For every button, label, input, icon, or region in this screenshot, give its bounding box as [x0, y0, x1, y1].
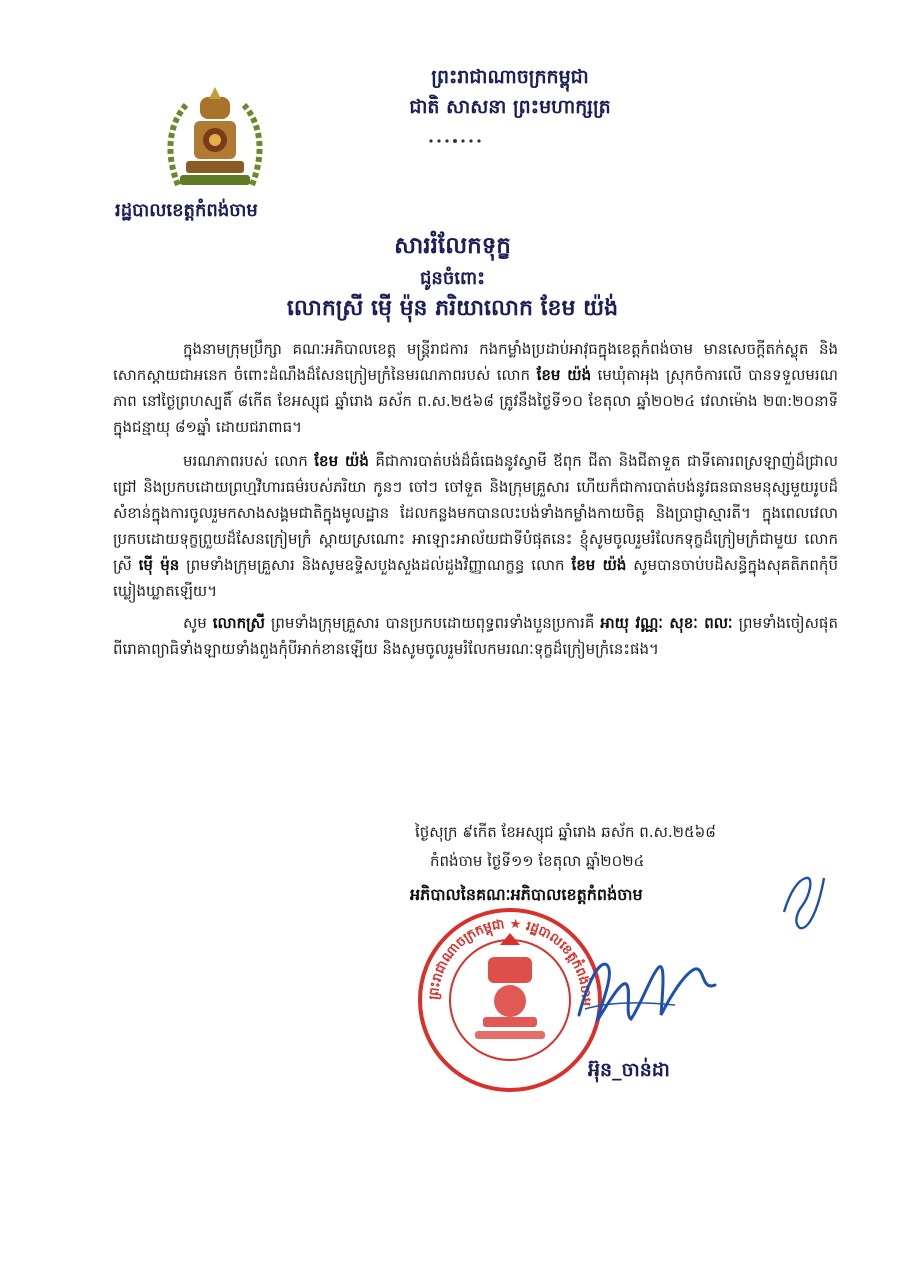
gregorian-date: កំពង់ចាម ថ្ងៃទី១១ ខែតុលា ឆ្នាំ២០២៤	[430, 852, 645, 870]
royal-emblem-icon	[160, 85, 270, 195]
deceased-name: ខែម យ៉ង់	[314, 452, 369, 470]
national-motto: ជាតិ សាសនា ព្រះមហាក្សត្រ	[409, 96, 611, 118]
recipient-name: លោកស្រី ម៉ើ ម៉ុន ភរិយាលោក ខែម យ៉ង់	[286, 296, 619, 321]
paragraph-1	[113, 336, 838, 440]
deceased-name: ខែម យ៉ង់	[536, 366, 592, 384]
handwritten-signature-icon	[565, 945, 725, 1035]
widow-name: ម៉ើ ម៉ុន	[138, 556, 180, 574]
addressed-to: ជូនចំពោះ	[419, 268, 486, 289]
letter-body	[113, 336, 838, 664]
signer-title: អភិបាលនៃគណៈអភិបាលខេត្តកំពង់ចាម	[410, 885, 643, 904]
blessings: អាយុ វណ្ណៈ សុខៈ ពលៈ	[600, 614, 733, 632]
signer-name: អ៊ុន_ចាន់ដា	[588, 1059, 670, 1081]
text: ព្រមទាំងចៀសផុតពីរោគាព្យាធិទាំងឡាយទាំងពួងកុំបីអាក់ខានឡើយ និងសូមចូលរួមរំលែកមរណៈទុក្ខដ៏ក្រៀមក្រំនេះផង។	[113, 614, 838, 658]
paragraph-3	[113, 610, 838, 662]
initial-mark-icon	[780, 872, 830, 932]
lunar-date: ថ្ងៃសុក្រ ៩កើត ខែអស្សុជ ឆ្នាំរោង ឆស័ក ព.ស.២៥៦៨	[415, 823, 716, 841]
honorific: លោកស្រី	[212, 614, 265, 632]
paragraph-2	[113, 448, 838, 604]
text: ព្រមទាំងក្រុមគ្រួសារ បានប្រកបដោយពុទ្ធពរទាំងបួនប្រការគឺ	[264, 614, 601, 632]
text: ព្រមទាំងក្រុមគ្រួសារ និងសូមឧទ្ទិសបួងសួងដល់ដួងវិញ្ញាណក្ខន្ធ លោក	[179, 556, 572, 574]
seal-text: ព្រះរាជាណាចក្រកម្ពុជា ★ រដ្ឋបាលខេត្តកំពង់ចាម	[426, 916, 594, 1007]
document-title: សាររំលែកទុក្ខ	[394, 233, 511, 259]
text: ក្នុងនាមក្រុមប្រឹក្សា គណៈអភិបាលខេត្ត មន្ត្រីរាជការ កងកម្លាំងប្រដាប់អាវុធក្នុងខេត្តកំពង់ចាម មានសេចក្តីតក់ស្លុត និងសោកស្តាយជាអនេក ចំពោះដំណឹងដ៏សែនក្រៀមក្រំនៃមរណភាពរបស់ លោក	[113, 340, 838, 384]
text: គឺជាការបាត់បង់ដ៏ធំធេងនូវស្វាមី ឪពុក ជីតា និងជីតាទួត ជាទីគោរពស្រឡាញ់ដ៏ជ្រាលជ្រៅ និងប្រកបដោយព្រហ្មវិហារធម៌របស់ភរិយា កូនៗ ចៅៗ ចៅទួត និងក្រុមគ្រួសារ ហើយក៏ជាការបាត់បង់នូវធនធានមនុស្សមួយរូបដ៏សំខាន់ក្នុងការចូលរួមកសាងសង្គមជាតិក្នុងមូលដ្ឋាន ដែលកន្លងមកបានលះបង់ទាំងកម្លាំងកាយចិត្ត និងប្រាជ្ញាស្មារតី។ ក្នុងពេលវេលាប្រកបដោយទុក្ខព្រួយដ៏សែនក្រៀមក្រំ ស្តាយស្រណោះ អាឡោះអាល័យជាទីបំផុតនេះ ខ្ញុំសូមចូលរួមរំលែកទុក្ខដ៏ក្រៀមក្រំជាមួយ លោកស្រី	[113, 452, 838, 574]
text: មេឃុំតាអុង ស្រុកចំការលើ បានទទួលមរណភាព នៅថ្ងៃព្រហស្បតិ៍ ៨កើត ខែអស្សុជ ឆ្នាំរោង ឆស័ក ព.ស.២៥៦៨ ត្រូវនឹងថ្ងៃទី១០ ខែតុលា ឆ្នាំ២០២៤ វេលាម៉ោង ២៣:២០នាទី ក្នុងជន្មាយុ ៨១ឆ្នាំ ដោយជរាពាធ។	[113, 366, 838, 436]
deceased-name: ខែម យ៉ង់	[571, 556, 627, 574]
ornament-divider	[425, 136, 485, 146]
issuing-authority: រដ្ឋបាលខេត្តកំពង់ចាម	[115, 200, 258, 221]
text: សូម	[183, 614, 213, 632]
kingdom-header	[360, 62, 660, 122]
text: មរណភាពរបស់ លោក	[183, 452, 315, 470]
text: សូមបានចាប់បដិសន្ធិក្នុងសុគតិភពកុំបីឃ្លៀងឃ្លាតឡើយ។	[113, 556, 838, 600]
kingdom-title: ព្រះរាជាណាចក្រកម្ពុជា	[431, 66, 589, 88]
